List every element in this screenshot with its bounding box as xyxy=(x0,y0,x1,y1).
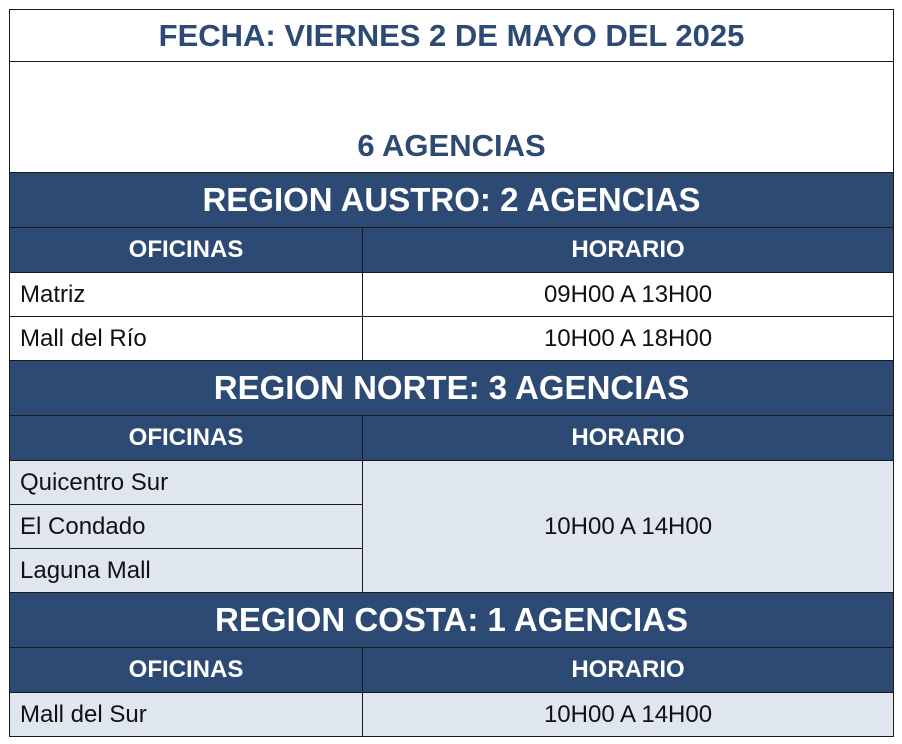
column-header-hours: HORARIO xyxy=(363,228,894,273)
office-name: Mall del Río xyxy=(10,317,363,361)
column-header-offices: OFICINAS xyxy=(10,416,363,461)
region-austro-heading: REGION AUSTRO: 2 AGENCIAS xyxy=(10,173,894,228)
region-costa-heading: REGION COSTA: 1 AGENCIAS xyxy=(10,593,894,648)
column-header-offices: OFICINAS xyxy=(10,228,363,273)
region-norte-heading: REGION NORTE: 3 AGENCIAS xyxy=(10,361,894,416)
office-hours: 09H00 A 13H00 xyxy=(363,273,894,317)
table-row xyxy=(10,461,894,505)
office-name: Mall del Sur xyxy=(10,693,363,737)
schedule-table xyxy=(9,9,894,737)
column-header-hours: HORARIO xyxy=(363,648,894,693)
date-title: FECHA: VIERNES 2 DE MAYO DEL 2025 xyxy=(10,10,894,62)
office-hours: 10H00 A 14H00 xyxy=(363,461,894,593)
agency-count: 6 AGENCIAS xyxy=(10,62,894,173)
column-header-offices: OFICINAS xyxy=(10,648,363,693)
office-name: Matriz xyxy=(10,273,363,317)
column-header-hours: HORARIO xyxy=(363,416,894,461)
table-row xyxy=(10,317,894,361)
office-name: Laguna Mall xyxy=(10,549,363,593)
office-hours: 10H00 A 14H00 xyxy=(363,693,894,737)
table-row xyxy=(10,273,894,317)
office-hours: 10H00 A 18H00 xyxy=(363,317,894,361)
office-name: El Condado xyxy=(10,505,363,549)
office-name: Quicentro Sur xyxy=(10,461,363,505)
table-row xyxy=(10,693,894,737)
